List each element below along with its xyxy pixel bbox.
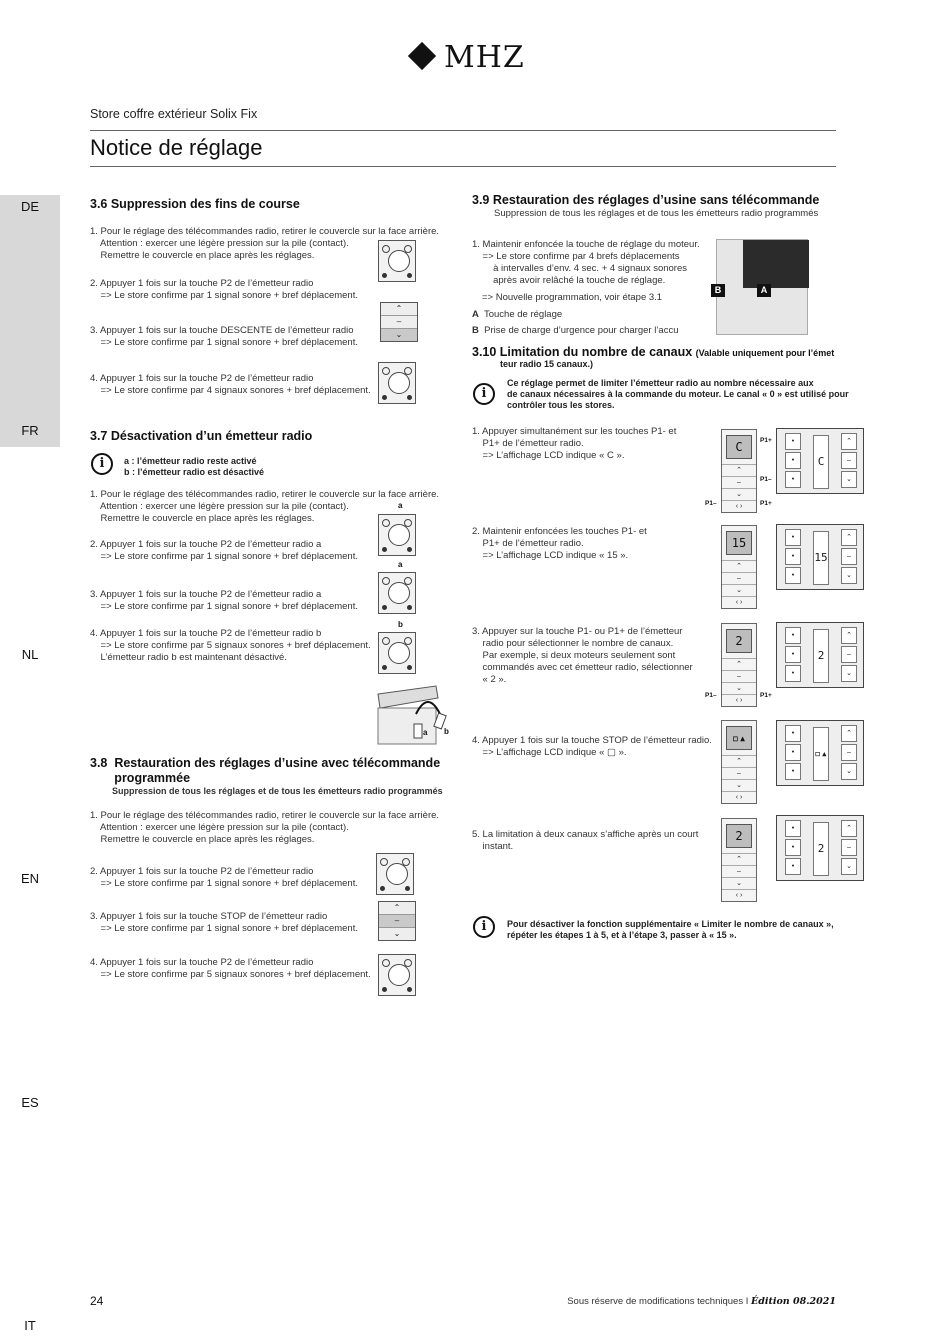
s39-step-1: 1. Maintenir enfoncée la touche de réglage du moteur. => Le store confirme par 4 brefs déplacements à intervalles d’env. 4 sec. + 4 signaux sonores après avoir relâché la touche de réglage. xyxy=(472,239,700,286)
s310-step-4: 4. Appuyer 1 fois sur la touche STOP de l’émetteur radio. => L’affichage LCD indique « ▢ ». xyxy=(472,735,712,758)
section-3-7-title: 3.7 Désactivation d’un émetteur radio xyxy=(90,429,313,443)
lang-tab-es[interactable]: ES xyxy=(21,1095,39,1110)
s37-step-1: 1. Pour le réglage des télécommandes radio, retirer le couvercle sur la face arrière. Attention : exercer une légère pression sur la pile (contact). Remettre le couvercle en place après les réglages. xyxy=(90,489,440,524)
lcd-remote: 15 ⌃ – ⌄ ‹ › xyxy=(721,525,757,609)
keypad-illustration: ⌃ – ⌄ xyxy=(378,901,416,941)
label-p1minus: P1– xyxy=(705,692,717,699)
wall-switch-illustration: • • • 2 ⌃ – ⌄ xyxy=(776,622,864,688)
motor-photo xyxy=(716,239,808,335)
label-p1minus: P1– xyxy=(705,500,717,507)
label-p1plus: P1+ xyxy=(760,500,772,507)
s39-subtitle: Suppression de tous les réglages et de tous les émetteurs radio programmés xyxy=(494,208,819,219)
s36-step-1: 1. Pour le réglage des télécommandes radio, retirer le couvercle sur la face arrière. Attention : exercer une légère pression sur la pile (contact). Remettre le couvercle en place après les réglages. xyxy=(90,226,440,261)
lang-tab-de[interactable]: DE xyxy=(20,199,40,214)
info-icon: i xyxy=(91,453,113,475)
awning-illustration xyxy=(376,684,454,746)
s310-step-1: 1. Appuyer simultanément sur les touches P1- et P1+ de l’émetteur radio. => L’affichage LCD indique « C ». xyxy=(472,426,677,461)
sidebar-active-band xyxy=(0,195,60,447)
label-p1plus: P1+ xyxy=(760,692,772,699)
label-a: a xyxy=(423,728,428,737)
section-3-8-title: 3.8 Restauration des réglages d’usine avec télécommande programmée xyxy=(90,756,441,785)
lcd-display: 15 xyxy=(726,531,752,555)
s310-footnote: Pour désactiver la fonction supplémentaire « Limiter le nombre de canaux », répéter les étapes 1 à 5, et à l’étape 3, passer à « 15 ». xyxy=(507,919,834,940)
remote-a-illustration xyxy=(378,572,416,614)
wall-switch-illustration: • • • ▫▴ ⌃ – ⌄ xyxy=(776,720,864,786)
remote-a-illustration xyxy=(378,514,416,556)
s38-step-2: 2. Appuyer 1 fois sur la touche P2 de l’émetteur radio => Le store confirme par 1 signal sonore + bref déplacement. xyxy=(90,866,358,889)
document-subtitle: Store coffre extérieur Solix Fix xyxy=(90,107,258,121)
lang-tab-fr[interactable]: FR xyxy=(21,423,39,438)
s310-title-note: teur radio 15 canaux.) xyxy=(500,359,594,369)
lcd-display: 2 xyxy=(726,629,752,653)
label-b: b xyxy=(444,727,449,736)
lcd-remote: 2 ⌃ – ⌄ ‹ › xyxy=(721,623,757,707)
s38-step-1: 1. Pour le réglage des télécommandes radio, retirer le couvercle sur la face arrière. Attention : exercer une légère pression sur la pile (contact). Remettre le couvercle en place après les réglages. xyxy=(90,810,440,845)
s37-step-3: 3. Appuyer 1 fois sur la touche P2 de l’émetteur radio a => Le store confirme par 1 signal sonore + bref déplacement. xyxy=(90,589,358,612)
wall-switch-illustration: • • • C ⌃ – ⌄ xyxy=(776,428,864,494)
label-a: a xyxy=(398,501,403,510)
brand-name: MHZ xyxy=(444,40,525,75)
info-icon: i xyxy=(473,383,495,405)
keypad-illustration: ⌃ – ⌄ xyxy=(380,302,418,342)
page-number: 24 xyxy=(90,1294,104,1308)
wall-switch-illustration: • • • 15 ⌃ – ⌄ xyxy=(776,524,864,590)
lcd-remote: 2 ⌃ – ⌄ ‹ › xyxy=(721,818,757,902)
wall-switch-illustration: • • • 2 ⌃ – ⌄ xyxy=(776,815,864,881)
info-icon: i xyxy=(473,916,495,938)
s38-step-3: 3. Appuyer 1 fois sur la touche STOP de l’émetteur radio => Le store confirme par 1 signal sonore + bref déplacement. xyxy=(90,911,358,934)
lang-tab-it[interactable]: IT xyxy=(24,1318,36,1333)
s310-step-5: 5. La limitation à deux canaux s’affiche après un court instant. xyxy=(472,829,699,852)
lang-tab-nl[interactable]: NL xyxy=(21,647,39,662)
brand-logo xyxy=(408,40,548,74)
remote-illustration xyxy=(376,853,414,895)
s37-step-4: 4. Appuyer 1 fois sur la touche P2 de l’émetteur radio b => Le store confirme par 5 signaux sonores + bref déplacement. L’émetteur radio b est maintenant désactivé. xyxy=(90,628,371,663)
s36-step-4: 4. Appuyer 1 fois sur la touche P2 de l’émetteur radio => Le store confirme par 4 signaux sonores + bref déplacement. xyxy=(90,373,371,396)
s39-legend-b: B Prise de charge d’urgence pour charger l’accu xyxy=(472,325,679,336)
s38-subtitle: Suppression de tous les réglages et de tous les émetteurs radio programmés xyxy=(112,786,443,796)
s36-step-3: 3. Appuyer 1 fois sur la touche DESCENTE de l’émetteur radio => Le store confirme par 1 signal sonore + bref déplacement. xyxy=(90,325,358,348)
remote-illustration xyxy=(378,240,416,282)
s39-legend-a: A Touche de réglage xyxy=(472,309,563,320)
photo-tag-b: B xyxy=(711,284,725,297)
label-p1plus: P1+ xyxy=(760,437,772,444)
section-3-10-title: 3.10 Limitation du nombre de canaux (Valable uniquement pour l’émet xyxy=(472,345,835,359)
diamond-icon xyxy=(408,42,436,70)
lcd-display: C xyxy=(726,435,752,459)
section-3-6-title: 3.6 Suppression des fins de course xyxy=(90,197,300,211)
s38-step-4: 4. Appuyer 1 fois sur la touche P2 de l’émetteur radio => Le store confirme par 5 signaux sonores + bref déplacement. xyxy=(90,957,371,980)
s37-info: a : l’émetteur radio reste activé b : l’émetteur radio est désactivé xyxy=(124,456,265,477)
label-p1minus: P1– xyxy=(760,476,772,483)
lcd-display: 2 xyxy=(726,824,752,848)
remote-illustration xyxy=(378,954,416,996)
label-b: b xyxy=(398,620,403,629)
s36-step-2: 2. Appuyer 1 fois sur la touche P2 de l’émetteur radio => Le store confirme par 1 signal sonore + bref déplacement. xyxy=(90,278,358,301)
divider xyxy=(90,130,836,131)
remote-b-illustration xyxy=(378,632,416,674)
s310-step-3: 3. Appuyer sur la touche P1- ou P1+ de l’émetteur radio pour sélectionner le nombre de canaux. Par exemple, si deux moteurs seulement sont commandés avec cet émetteur radio, sélectionner « 2 ». xyxy=(472,626,693,685)
photo-tag-a: A xyxy=(757,284,771,297)
s310-info: Ce réglage permet de limiter l’émetteur radio au nombre nécessaire aux de canaux nécessaires à la commande du moteur. Le canal « 0 » est utilisé pour contrôler tous les stores. xyxy=(507,378,849,410)
remote-illustration xyxy=(378,362,416,404)
divider xyxy=(90,166,836,167)
s310-step-2: 2. Maintenir enfoncées les touches P1- et P1+ de l’émetteur radio. => L’affichage LCD indique « 15 ». xyxy=(472,526,647,561)
footer-note: Sous réserve de modifications techniques I Édition 08.2021 xyxy=(567,1296,836,1307)
page-title: Notice de réglage xyxy=(90,135,263,160)
section-3-9-title: 3.9 Restauration des réglages d’usine sans télécommande xyxy=(472,193,820,207)
label-a: a xyxy=(398,560,403,569)
s39-note: => Nouvelle programmation, voir étape 3.1 xyxy=(482,292,663,303)
lcd-remote: ▫▴ ⌃ – ⌄ ‹ › xyxy=(721,720,757,804)
lcd-display: ▫▴ xyxy=(726,726,752,750)
s37-step-2: 2. Appuyer 1 fois sur la touche P2 de l’émetteur radio a => Le store confirme par 1 signal sonore + bref déplacement. xyxy=(90,539,358,562)
lcd-remote: C ⌃ – ⌄ ‹ › xyxy=(721,429,757,513)
lang-tab-en[interactable]: EN xyxy=(20,871,40,886)
